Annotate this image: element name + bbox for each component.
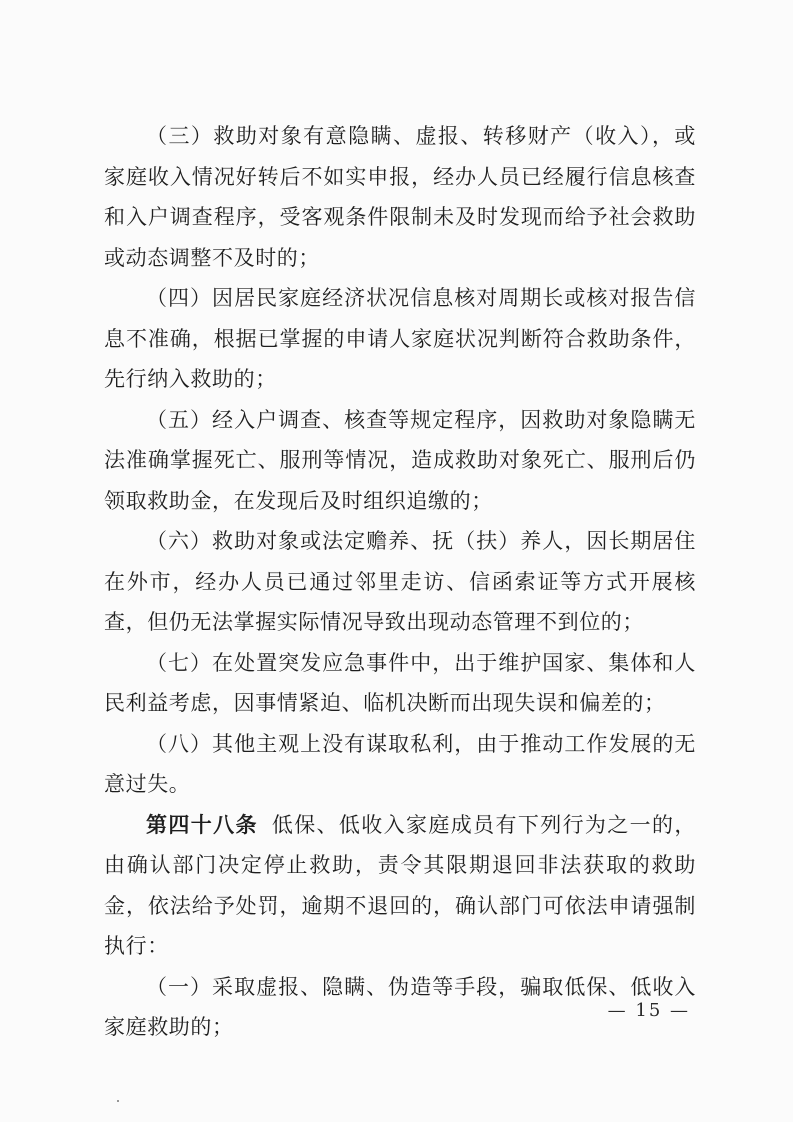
clause-four: （四）因居民家庭经济状况信息核对周期长或核对报告信息不准确，根据已掌握的申请人家庭状况判断符合救助条件，先行纳入救助的； — [104, 286, 696, 391]
clause-five: （五）经入户调查、核查等规定程序，因救助对象隐瞒无法准确掌握死亡、服刑等情况，造成救助对象死亡、服刑后仍领取救助金，在发现后及时组织追缴的； — [104, 407, 696, 513]
article-48 — [104, 805, 696, 967]
article-48-clause-one: （一）采取虚报、隐瞒、伪造等手段，骗取低保、低收入家庭救助的； — [104, 974, 696, 1039]
clause-three: （三）救助对象有意隐瞒、虚报、转移财产（收入），或家庭收入情况好转后不如实申报，经办人员已经履行信息核查和入户调查程序，受客观条件限制未及时发现而给予社会救助或动态调整不及时的； — [104, 124, 696, 270]
scan-speck — [117, 1100, 119, 1102]
article-body: 低保、低收入家庭成员有下列行为之一的，由确认部门决定停止救助，责令其限期退回非法获取的救助金，依法给予处罚，逾期不退回的，确认部门可依法申请强制执行： — [104, 812, 696, 958]
clause-eight: （八）其他主观上没有谋取私利，由于推动工作发展的无意过失。 — [104, 731, 696, 796]
document-body — [104, 116, 696, 1048]
clause-six: （六）救助对象或法定赡养、抚（扶）养人，因长期居住在外市，经办人员已通过邻里走访、信函索证等方式开展核查，但仍无法掌握实际情况导致出现动态管理不到位的； — [104, 529, 696, 634]
page-number: — 15 — — [607, 1000, 690, 1021]
clause-seven: （七）在处置突发应急事件中，出于维护国家、集体和人民利益考虑，因事情紧迫、临机决断而出现失误和偏差的； — [104, 650, 696, 715]
article-heading: 第四十八条 — [146, 812, 258, 837]
